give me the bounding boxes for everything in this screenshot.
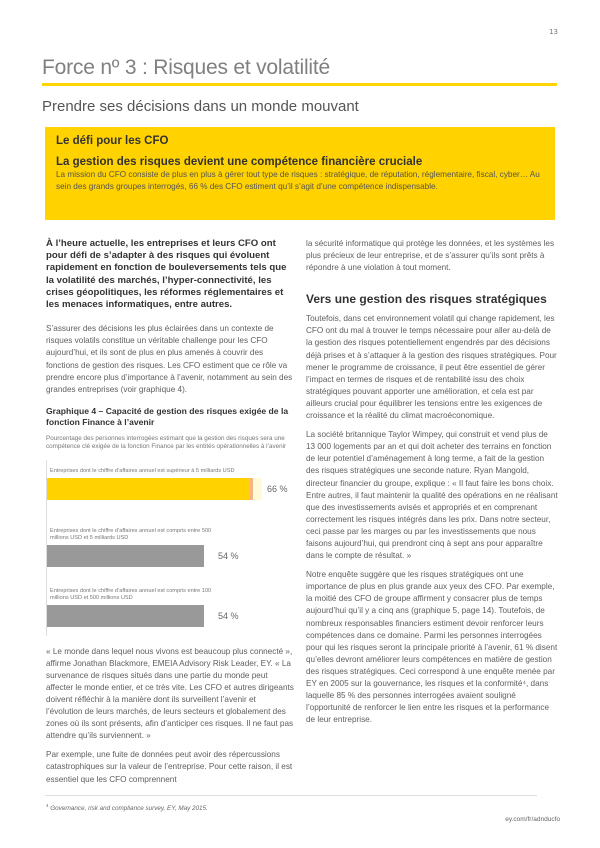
body-paragraph: La société britannique Taylor Wimpey, qui construit et vend plus de 13 000 logements par an et qui doit acheter des terrains en fonction de leur potentiel d’aménagement à long terme, a fait de la gestion des risques stratégiques une seconde nature. Ryan Mangold, directeur financier du groupe, explique : « Il faut faire les bons choix. Entre autres, il faut maintenir la qualité des opérations en ne réalisant que des investissements avisés et appropriés et en comprenant correctement les risques intégrés dans les prix. Dans notre secteur, ceci passe par les marges ou par les investissements que nous faisons aujourd’hui, qui prendront cinq à sept ans pour apparaître dans le compte de résultat. » (306, 430, 558, 561)
chart-title: Graphique 4 – Capacité de gestion des risques exigée de la fonction Finance à l’avenir (46, 405, 289, 428)
bar-category-label: Entreprises dont le chiffre d’affaires annuel est supérieur à 5 milliards USD (50, 467, 235, 474)
body-paragraph: Par exemple, une fuite de données peut avoir des répercussions catastrophiques sur la valeur de l’entreprise. Pour cette raison, il est essentiel que les CFO comprennent (46, 750, 293, 784)
bar-value-label: 54 % (218, 550, 239, 561)
bar (47, 605, 204, 627)
cfo-challenge-callout (45, 127, 555, 220)
lead-paragraph: À l’heure actuelle, les entreprises et leurs CFO ont pour défi de s’adapter à des risques qui évoluent rapidement en fonction de bouleversements tels que la volatilité des marchés, l’hyper-connectivité, les crises géopolitiques, les réformes réglementaires et les menaces informatiques, entre autres. (46, 238, 287, 311)
page-title: Force nº 3 : Risques et volatilité (42, 56, 330, 79)
callout-subheading: La gestion des risques devient une compétence financière cruciale (56, 156, 423, 168)
section-heading: Vers une gestion des risques stratégiques (306, 292, 547, 307)
body-paragraph: Notre enquête suggère que les risques stratégiques ont une importance de plus en plus grande aux yeux des CFO. Par exemple, la moitié des CFO de groupe affirment y consacrer plus de temps aujourd’hui qu’il y a cinq ans (graphique 5, page 14). Toutefois, de nombreux responsables financiers estiment devoir renforcer leurs compétences dans ce domaine. Parmi les personnes interrogées pour qui les risques seront la principale priorité à l’avenir, 61 % disent qu’elles devront améliorer leurs compétences en matière de gestion des risques stratégiques. Ceci correspond à une enquête menée par EY en 2005 sur la gouvernance, les risques et la conformité⁴, dans laquelle 85 % des personnes interrogées avaient souligné l’opportunité de renforcer le lien entre les risques et la performance de leur entreprise. (306, 570, 558, 725)
footnote (46, 803, 208, 812)
bar-value-label: 66 % (267, 483, 288, 494)
bar (47, 545, 204, 567)
callout-heading: Le défi pour les CFO (56, 135, 169, 147)
left-column (46, 238, 294, 793)
body-paragraph: la sécurité informatique qui protège les données, et les systèmes les plus précieux de leur entreprise, et de s’assurer qu’ils sont prêts à répondre à une violation à tout moment. (306, 239, 555, 273)
page-number: 13 (549, 28, 558, 36)
chart-subtitle: Pourcentage des personnes interrogées estimant que la gestion des risques sera une compétence clé exigée de la fonction Finance par les entités opérationnelles à l’avenir (46, 434, 287, 451)
bar-category-label: Entreprises dont le chiffre d’affaires annuel est compris entre 100 millions USD et 500 millions USD (50, 587, 212, 601)
bar-chart (46, 460, 294, 636)
body-paragraph: Toutefois, dans cet environnement volatil qui change rapidement, les CFO ont du mal à trouver le temps nécessaire pour aller au-delà de la gestion des risques potentiellement engendrés par des décisions déjà prises et à s’attaquer à la gestion des risques stratégiques. Pour mener le programme de croissance, il peut être essentiel de gérer l’impact en termes de risques et de rentabilité issu des choix stratégiques pouvant apporter une amélioration, et cela est par ailleurs crucial pour équilibrer les tensions entre les exigences de croissance et la réalité du climat macroéconomique. (306, 314, 557, 421)
body-paragraph: « Le monde dans lequel nous vivons est beaucoup plus connecté », affirme Jonathan Blackmore, EMEIA Advisory Risk Leader, EY. « La survenance de risques situés dans une partie du monde peut affecter le monde entier, et ce très vite. Les CFO et autres dirigeants doivent réfléchir à la manière dont ils surveillent l’avenir et l’évolution de leurs marchés, de leurs secteurs et globalement des zones où ils sont présents, afin d’anticiper ces risques. Il ne faut pas attendre qu’ils surviennent. » (46, 646, 294, 741)
footer-divider (45, 795, 537, 796)
section-subtitle: Prendre ses décisions dans un monde mouvant (42, 98, 359, 115)
bar-value-label: 54 % (218, 610, 239, 621)
bar (47, 478, 253, 500)
footnote-number: 4 (46, 803, 49, 808)
footer-link[interactable]: ey.com/fr/adnducfo (505, 816, 560, 823)
right-column (306, 238, 558, 733)
title-underline (42, 83, 557, 86)
callout-text: La mission du CFO consiste de plus en plus à gérer tout type de risques : stratégique, de réputation, réglementaire, fiscal, cyber… Au sein des grands groupes interrogés, 66 % des CFO estiment qu’il s’agit d’une compétence indispensable. (56, 170, 540, 192)
bar-category-label: Entreprises dont le chiffre d’affaires annuel est compris entre 500 millions USD et 5 milliards USD (50, 527, 212, 541)
body-paragraph: S’assurer des décisions les plus éclairées dans un contexte de risques volatils constitue un véritable challenge pour les CFO aujourd’hui, et ils sont de plus en plus amenés à couvrir des fonctions de gestion des risques. Les CFO estiment que ce rôle va prendre encore plus d’importance à l’avenir, notamment au sein des grandes entreprises (voir graphique 4). (46, 324, 293, 394)
footnote-text: Governance, risk and compliance survey, EY, May 2015. (50, 805, 208, 813)
